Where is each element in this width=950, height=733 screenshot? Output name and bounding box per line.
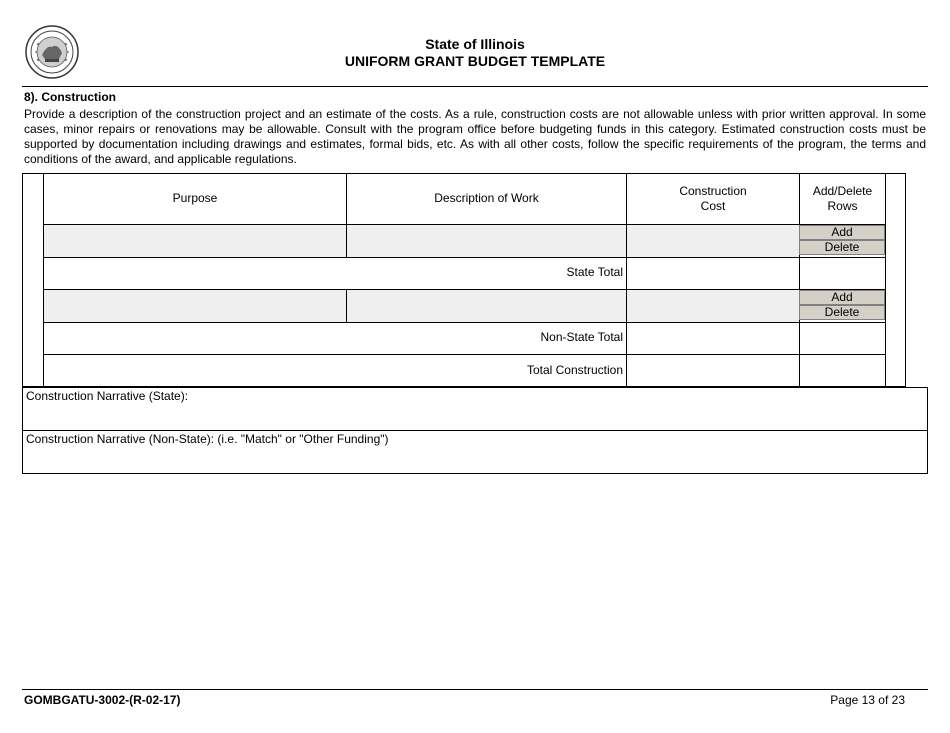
- total-construction-label: Total Construction: [526, 363, 623, 377]
- delete-nonstate-row-button[interactable]: Delete: [799, 305, 885, 320]
- grid-line: [346, 290, 347, 323]
- construction-budget-table: [22, 173, 906, 387]
- header-purpose: Purpose: [172, 191, 218, 205]
- section-description: Provide a description of the construction project and an estimate of the costs. As a rule, construction costs are not allowable unless with prior written approval. In some cases, minor repairs or renovations may be allowable. Consult with the program office before budgeting funds in this category. Estimated construction costs must be supported by documentation including drawings and estimates, formal bids, etc. As with all other costs, follow the specific requirements of the program, the terms and conditions of the award, and applicable regulations.: [24, 107, 926, 166]
- grid-line: [346, 225, 347, 258]
- header-description-of-work: Description of Work: [434, 191, 539, 205]
- nonstate-total-value: [628, 324, 798, 354]
- page-number: Page 13 of 23: [830, 693, 905, 707]
- header-rows-line1: Add/Delete: [812, 184, 873, 198]
- nonstate-narrative-label: Construction Narrative (Non-State): (i.e. "Match" or "Other Funding"): [26, 432, 389, 446]
- header-cost-line1: Construction: [679, 184, 747, 198]
- header-cost-line2: Cost: [700, 199, 726, 213]
- grid-line: [43, 354, 885, 355]
- page-title: State of Illinois: [425, 36, 525, 52]
- state-seal-icon: [25, 25, 79, 79]
- nonstate-purpose-input[interactable]: [45, 291, 345, 322]
- delete-state-row-button[interactable]: Delete: [799, 240, 885, 255]
- nonstate-cost-input[interactable]: [628, 291, 798, 322]
- grid-line: [43, 322, 885, 323]
- grid-line: [885, 174, 886, 387]
- total-construction-value: [628, 357, 798, 387]
- grid-line: [43, 289, 885, 290]
- state-total-value: [628, 259, 798, 289]
- state-narrative-field[interactable]: [22, 387, 928, 431]
- grid-line: [43, 224, 885, 225]
- state-cost-input[interactable]: [628, 226, 798, 257]
- state-purpose-input[interactable]: [45, 226, 345, 257]
- grid-line: [43, 257, 885, 258]
- add-nonstate-row-button[interactable]: Add: [799, 290, 885, 305]
- state-narrative-label: Construction Narrative (State):: [26, 389, 189, 403]
- header-divider: [22, 86, 928, 87]
- add-state-row-button[interactable]: Add: [799, 225, 885, 240]
- state-total-label: State Total: [566, 265, 623, 279]
- nonstate-description-input[interactable]: [347, 291, 625, 322]
- page-subtitle: UNIFORM GRANT BUDGET TEMPLATE: [344, 53, 606, 69]
- header-construction-cost: [627, 184, 799, 214]
- footer-divider: [22, 689, 928, 690]
- header-add-delete-rows: [800, 184, 885, 214]
- state-description-input[interactable]: [347, 226, 625, 257]
- nonstate-narrative-field[interactable]: [22, 430, 928, 474]
- header-rows-line2: Rows: [827, 199, 858, 213]
- section-heading: 8). Construction: [24, 90, 116, 104]
- nonstate-total-label: Non-State Total: [540, 330, 623, 344]
- form-id: GOMBGATU-3002-(R-02-17): [24, 693, 181, 707]
